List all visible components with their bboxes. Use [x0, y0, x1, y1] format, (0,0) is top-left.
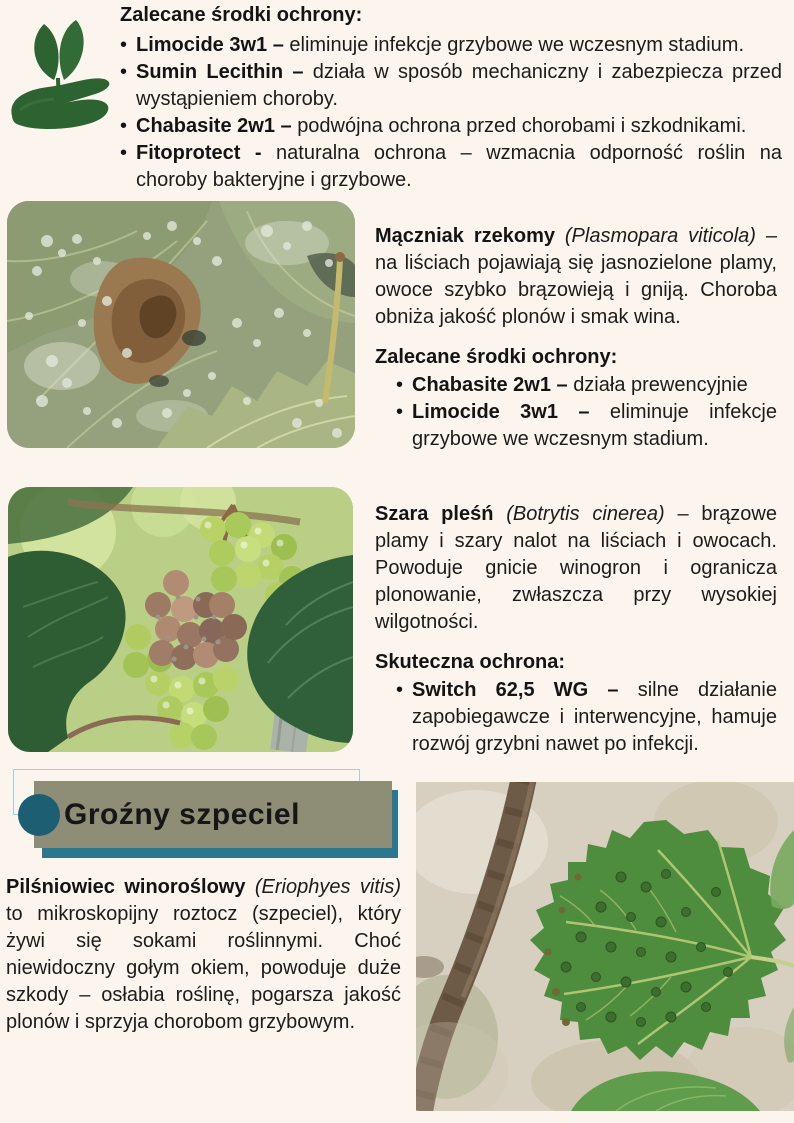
product-name: Limocide 3w1 –	[136, 34, 290, 56]
list-item	[120, 113, 782, 140]
downy-mildew-section	[375, 223, 777, 453]
latin-name: (Plasmopara viticola)	[564, 225, 756, 247]
list-item	[396, 399, 777, 453]
product-desc: eliminuje infekcje grzybowe we wczesnym stadium.	[289, 34, 745, 56]
product-name: Chabasite 2w1 –	[136, 115, 298, 137]
disease-description	[375, 223, 777, 331]
list-item	[120, 140, 782, 194]
list-item	[396, 677, 777, 758]
product-desc: działa prewencyjnie	[573, 374, 748, 396]
disease-name: Mączniak rzekomy	[375, 225, 565, 247]
product-desc: silne działanie zapobiegawcze i interwencyjne, hamuje rozwój grzybni nawet po infekcji.	[412, 679, 777, 755]
banner-bullet-circle	[18, 794, 60, 836]
latin-name: (Eriophyes vitis)	[254, 876, 401, 898]
mite-description	[6, 874, 401, 1036]
product-desc: podwójna ochrona przed chorobami i szkodnikami.	[297, 115, 747, 137]
list-item	[120, 32, 782, 59]
banner-title: Groźny szpeciel	[64, 797, 300, 831]
list-item	[396, 372, 777, 399]
product-desc: eliminuje infekcje grzybowe we wczesnym stadium.	[412, 401, 777, 450]
pest-name: Pilśniowiec winoroślowy	[6, 876, 255, 898]
disease-text: – brązowe plamy i szary nalot na liściach i owocach. Powoduje gnicie winogron i ogranicza plonowanie, zwłaszcza przy wysokiej wilgotności.	[375, 503, 778, 633]
product-name: Fitoprotect -	[136, 142, 277, 164]
product-name: Chabasite 2w1 –	[412, 374, 574, 396]
product-desc: naturalna ochrona – wzmacnia odporność roślin na choroby bakteryjne i grzybowe.	[136, 142, 782, 191]
leaf-gall-mite-photo	[416, 782, 794, 1111]
subsection-heading: Skuteczna ochrona:	[375, 651, 566, 673]
product-list	[375, 677, 777, 758]
disease-name: Szara pleśń	[375, 503, 507, 525]
pest-text: to mikroskopijny roztocz (szpeciel), który żywi się sokami roślinnymi. Choć niewidoczny gołym okiem, powoduje duże szkody – osłabia roślinę, pogarsza jakość plonów i sprzyja chorobom grzybowym.	[6, 903, 401, 1033]
gray-mold-section	[375, 501, 777, 758]
section-banner	[34, 781, 392, 848]
product-list	[375, 372, 777, 453]
downy-mildew-leaves-photo	[7, 201, 355, 448]
product-name: Limocide 3w1 –	[412, 401, 610, 423]
recommended-products-section	[120, 4, 782, 194]
product-name: Switch 62,5 WG –	[412, 679, 638, 701]
botrytis-grapes-photo	[8, 487, 353, 752]
product-name: Sumin Lecithin –	[136, 61, 313, 83]
disease-text: – na liściach pojawiają się jasnozielone plamy, owoce szybko brązowieją i gniją. Choroba obniża jakość plonów i smak wina.	[375, 225, 777, 328]
section-heading: Zalecane środki ochrony:	[120, 4, 363, 26]
product-desc: działa w sposób mechaniczny i zabezpiecza przed wystąpieniem choroby.	[136, 61, 782, 110]
latin-name: (Botrytis cinerea)	[506, 503, 665, 525]
product-list	[120, 32, 782, 194]
list-item	[120, 59, 782, 113]
disease-description	[375, 501, 777, 636]
subsection-heading: Zalecane środki ochrony:	[375, 346, 618, 368]
hand-holding-plant-icon	[6, 18, 112, 152]
